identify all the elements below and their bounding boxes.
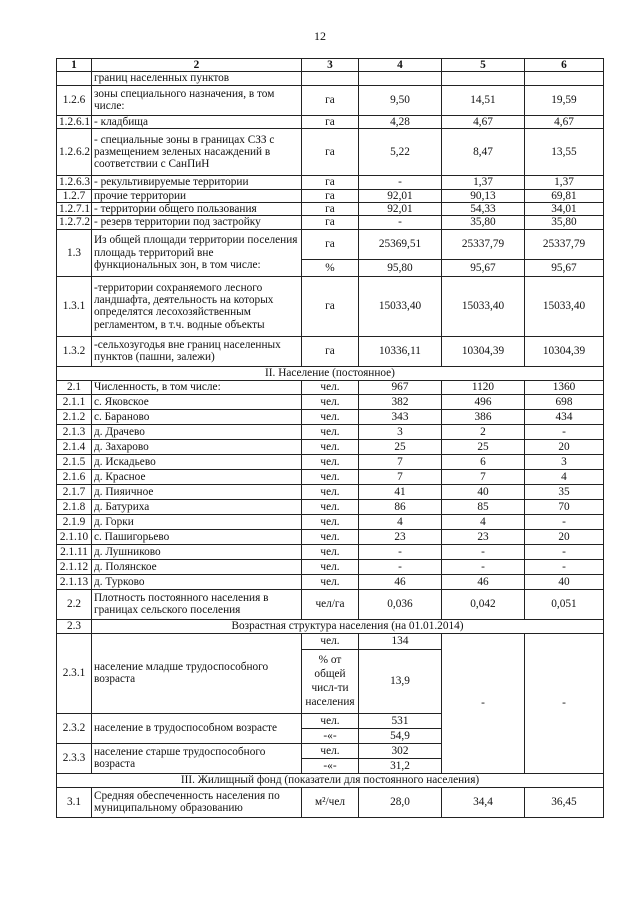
num-cell: 2.1.8 <box>57 499 92 514</box>
table-row <box>57 559 604 574</box>
val-cell: - <box>525 559 604 574</box>
unit-cell: м²/чел <box>302 787 359 817</box>
name-cell: с. Пашигорьево <box>92 529 302 544</box>
num-cell: 2.1.3 <box>57 424 92 439</box>
val-cell: 92,01 <box>359 189 442 202</box>
name-cell: с. Яковское <box>92 394 302 409</box>
val-cell: 1,37 <box>525 176 604 189</box>
val-cell: 20 <box>525 529 604 544</box>
val-cell: 25 <box>442 439 525 454</box>
unit-cell: чел. <box>302 469 359 484</box>
num-cell: 2.1.6 <box>57 469 92 484</box>
unit-cell: чел/га <box>302 589 359 619</box>
num-cell: 1.2.6.3 <box>57 176 92 189</box>
name-cell: д. Лушниково <box>92 544 302 559</box>
name-cell: д. Драчево <box>92 424 302 439</box>
unit-cell: га <box>302 203 359 216</box>
table-row <box>57 85 604 115</box>
val-cell: 13,9 <box>359 649 442 713</box>
num-cell: 1.2.6.1 <box>57 115 92 128</box>
unit-cell: чел. <box>302 380 359 394</box>
val-cell: 3 <box>525 454 604 469</box>
unit-cell: чел. <box>302 394 359 409</box>
header-cell: 5 <box>442 59 525 72</box>
num-cell: 2.3 <box>57 619 92 633</box>
val-cell: - <box>359 544 442 559</box>
name-cell: Средняя обеспеченность населения по муниципальному образованию <box>92 787 302 817</box>
val-cell: 34,01 <box>525 203 604 216</box>
val-cell: 2 <box>442 424 525 439</box>
val-cell: 10304,39 <box>442 336 525 366</box>
val-cell: 7 <box>359 454 442 469</box>
table-row <box>57 514 604 529</box>
val-cell: 9,50 <box>359 85 442 115</box>
name-cell: д. Батуриха <box>92 499 302 514</box>
unit-cell <box>302 72 359 85</box>
val-cell: 4 <box>359 514 442 529</box>
name-cell: Плотность постоянного населения в границах сельского поселения <box>92 589 302 619</box>
table-row <box>57 544 604 559</box>
val-cell: 46 <box>442 574 525 589</box>
unit-cell: чел. <box>302 424 359 439</box>
unit-cell: чел. <box>302 439 359 454</box>
unit-cell: чел. <box>302 559 359 574</box>
num-cell: 2.1.5 <box>57 454 92 469</box>
name-cell: д. Захарово <box>92 439 302 454</box>
num-cell: 1.3 <box>57 229 92 276</box>
val-cell: 70 <box>525 499 604 514</box>
val-cell: 386 <box>442 409 525 424</box>
name-cell: с. Бараново <box>92 409 302 424</box>
val-cell: 5,22 <box>359 129 442 176</box>
val-cell: 25337,79 <box>525 229 604 259</box>
num-cell: 1.3.1 <box>57 276 92 336</box>
val-cell: 95,80 <box>359 259 442 276</box>
unit-cell: га <box>302 276 359 336</box>
val-cell: 531 <box>359 713 442 728</box>
val-cell: 54,33 <box>442 203 525 216</box>
name-cell: -сельхозугодья вне границ населенных пунктов (пашни, залежи) <box>92 336 302 366</box>
num-cell: 2.1.2 <box>57 409 92 424</box>
table-row <box>57 439 604 454</box>
name-cell: Из общей площади территории поселения площадь территорий вне функциональных зон, в том числе: <box>92 229 302 276</box>
section-title: II. Население (постоянное) <box>57 366 604 380</box>
name-cell: - рекультивируемые территории <box>92 176 302 189</box>
table-row <box>57 216 604 229</box>
name-cell: население старше трудоспособного возраста <box>92 743 302 773</box>
val-cell: - <box>442 559 525 574</box>
num-cell: 1.2.7 <box>57 189 92 202</box>
unit-cell: % от общей числ-ти населения <box>302 649 359 713</box>
val-cell: 382 <box>359 394 442 409</box>
val-cell: 10336,11 <box>359 336 442 366</box>
name-cell: - кладбища <box>92 115 302 128</box>
val-cell: 496 <box>442 394 525 409</box>
val-cell: 40 <box>525 574 604 589</box>
table-row <box>57 115 604 128</box>
header-cell: 1 <box>57 59 92 72</box>
val-cell: 10304,39 <box>525 336 604 366</box>
unit-cell: чел. <box>302 514 359 529</box>
num-cell: 1.2.6 <box>57 85 92 115</box>
name-cell: - резерв территории под застройку <box>92 216 302 229</box>
val-cell: 302 <box>359 743 442 758</box>
val-cell: - <box>525 544 604 559</box>
val-cell: 1,37 <box>442 176 525 189</box>
name-cell: прочие территории <box>92 189 302 202</box>
val-cell: 13,55 <box>525 129 604 176</box>
table-row <box>57 129 604 176</box>
num-cell: 1.2.7.2 <box>57 216 92 229</box>
val-cell: 25 <box>359 439 442 454</box>
unit-cell: га <box>302 85 359 115</box>
val-cell: 434 <box>525 409 604 424</box>
val-cell: 6 <box>442 454 525 469</box>
name-cell: Численность, в том числе: <box>92 380 302 394</box>
unit-cell: га <box>302 216 359 229</box>
val-cell: 4,28 <box>359 115 442 128</box>
val-cell: 36,45 <box>525 787 604 817</box>
val-cell: - <box>525 514 604 529</box>
name-cell: д. Красное <box>92 469 302 484</box>
val-cell: - <box>525 424 604 439</box>
num-cell: 2.2 <box>57 589 92 619</box>
val-cell: 7 <box>359 469 442 484</box>
val-cell: 7 <box>442 469 525 484</box>
val-cell: 86 <box>359 499 442 514</box>
val-cell: 15033,40 <box>442 276 525 336</box>
val-cell: 967 <box>359 380 442 394</box>
val-cell: 92,01 <box>359 203 442 216</box>
val-cell: 46 <box>359 574 442 589</box>
num-cell: 2.1.7 <box>57 484 92 499</box>
val-cell: 15033,40 <box>525 276 604 336</box>
unit-cell: -«- <box>302 758 359 773</box>
table-row <box>57 394 604 409</box>
val-cell: 1360 <box>525 380 604 394</box>
section-row <box>57 366 604 380</box>
unit-cell: га <box>302 176 359 189</box>
unit-cell: чел. <box>302 574 359 589</box>
val-cell: - <box>525 633 604 773</box>
name-cell: - специальные зоны в границах СЗЗ с размещением зеленых насаждений в соответствии с СанПиН <box>92 129 302 176</box>
val-cell: 0,036 <box>359 589 442 619</box>
val-cell: 41 <box>359 484 442 499</box>
num-cell: 3.1 <box>57 787 92 817</box>
unit-cell: чел. <box>302 529 359 544</box>
name-cell: д. Турково <box>92 574 302 589</box>
section-row <box>57 773 604 787</box>
num-cell: 2.1.9 <box>57 514 92 529</box>
unit-cell: % <box>302 259 359 276</box>
table-row <box>57 633 604 649</box>
section-title: III. Жилищный фонд (показатели для постоянного населения) <box>57 773 604 787</box>
table-header-row <box>57 59 604 72</box>
name-cell: д. Полянское <box>92 559 302 574</box>
val-cell <box>359 72 442 85</box>
name-cell: -территории сохраняемого лесного ландшафта, деятельность на которых определятся лесохозяйственным регламентом, в т.ч. водные объекты <box>92 276 302 336</box>
val-cell: 95,67 <box>525 259 604 276</box>
val-cell: 25369,51 <box>359 229 442 259</box>
val-cell: 35,80 <box>442 216 525 229</box>
unit-cell: чел. <box>302 743 359 758</box>
num-cell: 1.2.7.1 <box>57 203 92 216</box>
val-cell: 4 <box>525 469 604 484</box>
num-cell <box>57 72 92 85</box>
val-cell: - <box>442 633 525 773</box>
table-row <box>57 276 604 336</box>
name-cell: д. Горки <box>92 514 302 529</box>
val-cell: 4,67 <box>525 115 604 128</box>
num-cell: 1.3.2 <box>57 336 92 366</box>
val-cell: 40 <box>442 484 525 499</box>
val-cell: 34,4 <box>442 787 525 817</box>
table-row <box>57 409 604 424</box>
val-cell: 23 <box>442 529 525 544</box>
unit-cell: га <box>302 336 359 366</box>
num-cell: 2.1.11 <box>57 544 92 559</box>
val-cell: 4 <box>442 514 525 529</box>
unit-cell: чел. <box>302 713 359 728</box>
val-cell: 31,2 <box>359 758 442 773</box>
page-number: 12 <box>314 29 326 43</box>
val-cell: - <box>359 176 442 189</box>
unit-cell: чел. <box>302 484 359 499</box>
val-cell: 8,47 <box>442 129 525 176</box>
table-row <box>57 574 604 589</box>
name-cell: население младше трудоспособного возраста <box>92 633 302 713</box>
val-cell: 85 <box>442 499 525 514</box>
header-cell: 4 <box>359 59 442 72</box>
name-cell: д. Искадьево <box>92 454 302 469</box>
table-row <box>57 499 604 514</box>
unit-cell: чел. <box>302 633 359 649</box>
table-row <box>57 72 604 85</box>
table-row <box>57 336 604 366</box>
name-cell: границ населенных пунктов <box>92 72 302 85</box>
val-cell: - <box>359 216 442 229</box>
val-cell: 25337,79 <box>442 229 525 259</box>
header-cell: 6 <box>525 59 604 72</box>
val-cell: 14,51 <box>442 85 525 115</box>
num-cell: 2.3.3 <box>57 743 92 773</box>
num-cell: 2.1.13 <box>57 574 92 589</box>
val-cell: 23 <box>359 529 442 544</box>
table-row <box>57 176 604 189</box>
indicators-table <box>56 58 604 818</box>
name-cell: зоны специального назначения, в том числе: <box>92 85 302 115</box>
table-row <box>57 589 604 619</box>
num-cell: 2.1.10 <box>57 529 92 544</box>
unit-cell: чел. <box>302 544 359 559</box>
unit-cell: га <box>302 189 359 202</box>
unit-cell: га <box>302 229 359 259</box>
val-cell: 698 <box>525 394 604 409</box>
num-cell: 2.3.2 <box>57 713 92 743</box>
val-cell: 0,051 <box>525 589 604 619</box>
val-cell: 35,80 <box>525 216 604 229</box>
val-cell: 54,9 <box>359 728 442 743</box>
unit-cell: чел. <box>302 499 359 514</box>
num-cell: 2.1.4 <box>57 439 92 454</box>
val-cell: - <box>359 559 442 574</box>
num-cell: 2.1.12 <box>57 559 92 574</box>
table-row <box>57 380 604 394</box>
num-cell: 2.1 <box>57 380 92 394</box>
name-cell: население в трудоспособном возрасте <box>92 713 302 743</box>
val-cell: - <box>442 544 525 559</box>
table-row <box>57 619 604 633</box>
header-cell: 3 <box>302 59 359 72</box>
table-row <box>57 189 604 202</box>
num-cell: 2.1.1 <box>57 394 92 409</box>
val-cell <box>525 72 604 85</box>
unit-cell: га <box>302 129 359 176</box>
table-row <box>57 424 604 439</box>
unit-cell: га <box>302 115 359 128</box>
table-row <box>57 484 604 499</box>
subsection-title: Возрастная структура населения (на 01.01.2014) <box>92 619 604 633</box>
val-cell <box>442 72 525 85</box>
table-row <box>57 529 604 544</box>
unit-cell: чел. <box>302 409 359 424</box>
val-cell: 69,81 <box>525 189 604 202</box>
val-cell: 0,042 <box>442 589 525 619</box>
val-cell: 343 <box>359 409 442 424</box>
table-row <box>57 454 604 469</box>
val-cell: 90,13 <box>442 189 525 202</box>
num-cell: 2.3.1 <box>57 633 92 713</box>
val-cell: 134 <box>359 633 442 649</box>
val-cell: 28,0 <box>359 787 442 817</box>
table-row <box>57 203 604 216</box>
header-cell: 2 <box>92 59 302 72</box>
table-row <box>57 229 604 259</box>
val-cell: 15033,40 <box>359 276 442 336</box>
val-cell: 1120 <box>442 380 525 394</box>
num-cell: 1.2.6.2 <box>57 129 92 176</box>
val-cell: 3 <box>359 424 442 439</box>
val-cell: 4,67 <box>442 115 525 128</box>
val-cell: 20 <box>525 439 604 454</box>
table-row <box>57 787 604 817</box>
table-row <box>57 469 604 484</box>
unit-cell: чел. <box>302 454 359 469</box>
val-cell: 95,67 <box>442 259 525 276</box>
name-cell: - территории общего пользования <box>92 203 302 216</box>
name-cell: д. Пияичное <box>92 484 302 499</box>
unit-cell: -«- <box>302 728 359 743</box>
val-cell: 35 <box>525 484 604 499</box>
val-cell: 19,59 <box>525 85 604 115</box>
